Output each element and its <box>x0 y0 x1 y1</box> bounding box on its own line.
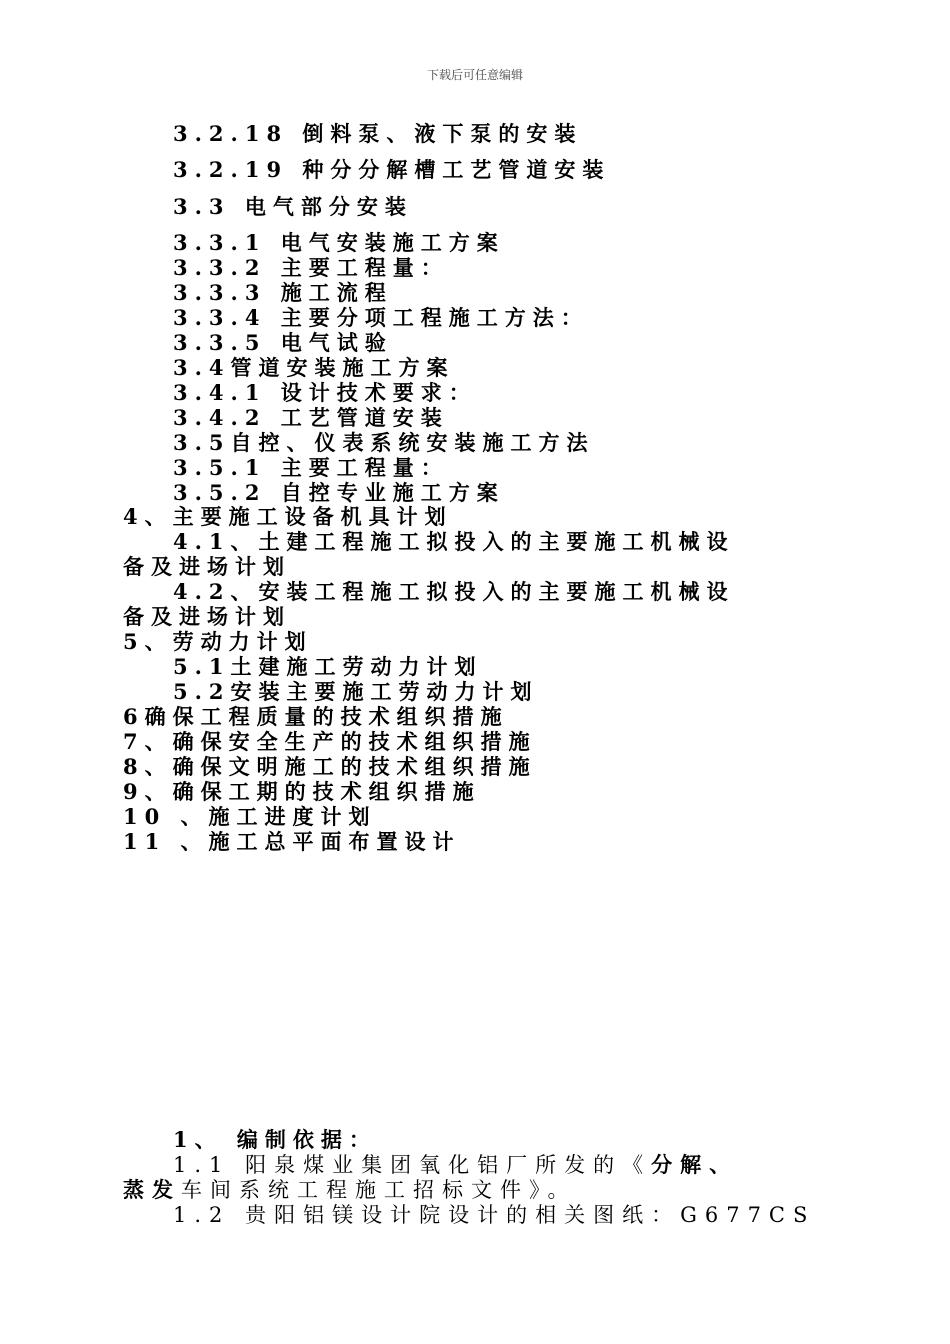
toc-line: 3.2.18 倒料泵、液下泵的安装 <box>173 121 583 146</box>
toc-line: 4、主要施工设备机具计划 <box>123 504 453 529</box>
page-header-note: 下载后可任意编辑 <box>426 68 523 82</box>
toc-line: 3.2.19 种分分解槽工艺管道安装 <box>173 157 611 182</box>
toc-line: 3.5.2 自控专业施工方案 <box>173 480 505 505</box>
paragraph-line <box>173 1152 738 1178</box>
section-heading: 1、 编制依据： <box>173 1127 377 1152</box>
toc-line: 4.2、安装工程施工拟投入的主要施工机械设 <box>173 579 735 604</box>
toc-line: 备及进场计划 <box>123 554 291 579</box>
paragraph-line <box>123 1177 577 1203</box>
item1-line2-bold: 蒸发 <box>123 1177 181 1202</box>
toc-line: 11 、施工总平面布置设计 <box>123 829 461 854</box>
toc-line: 9、确保工期的技术组织措施 <box>123 779 481 804</box>
toc-line: 5、劳动力计划 <box>123 629 313 654</box>
toc-line: 8、确保文明施工的技术组织措施 <box>123 754 537 779</box>
toc-line: 5.1土建施工劳动力计划 <box>173 654 483 679</box>
toc-line: 3.5.1 主要工程量： <box>173 455 449 480</box>
toc-line: 3.5自控、仪表系统安装施工方法 <box>173 430 595 455</box>
toc-line: 10 、施工进度计划 <box>123 804 377 829</box>
toc-line: 4.1、土建工程施工拟投入的主要施工机械设 <box>173 529 735 554</box>
toc-line: 3.3.4 主要分项工程施工方法： <box>173 305 589 330</box>
toc-line: 3.4.1 设计技术要求： <box>173 380 477 405</box>
toc-line: 3.4.2 工艺管道安装 <box>173 405 449 430</box>
toc-line: 3.3.3 施工流程 <box>173 280 393 305</box>
toc-line: 5.2安装主要施工劳动力计划 <box>173 679 539 704</box>
toc-line: 3.3.1 电气安装施工方案 <box>173 230 505 255</box>
toc-line: 6确保工程质量的技术组织措施 <box>123 704 509 729</box>
item1-prefix: 1.1 阳泉煤业集团氧化铝厂所发的《 <box>173 1153 652 1177</box>
toc-line: 3.3.2 主要工程量： <box>173 255 449 280</box>
toc-line: 7、确保安全生产的技术组织措施 <box>123 729 537 754</box>
paragraph-line: 1.2 贵阳铝镁设计院设计的相关图纸：G677CS <box>173 1203 816 1227</box>
item1-line2-rest: 车间系统工程施工招标文件》。 <box>181 1178 577 1202</box>
toc-line: 备及进场计划 <box>123 604 291 629</box>
toc-line: 3.3.5 电气试验 <box>173 330 393 355</box>
toc-line: 3.3 电气部分安装 <box>173 194 413 219</box>
toc-line: 3.4管道安装施工方案 <box>173 355 455 380</box>
item1-bold: 分解、 <box>651 1152 739 1177</box>
